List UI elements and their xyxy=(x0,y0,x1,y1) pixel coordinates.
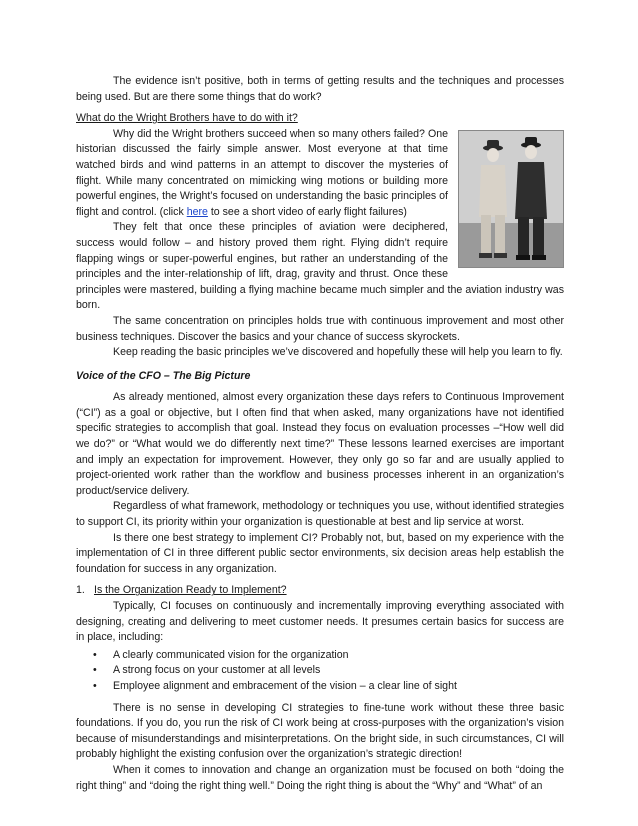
bullet-icon: • xyxy=(93,664,97,677)
bullet-text: A strong focus on your customer at all levels xyxy=(113,664,321,677)
cfo-paragraph-1: As already mentioned, almost every organization these days refers to Continuous Improvement (“CI”) as a goal or objective, but I often find that when asked, many organizations have not identified specific strategies to accomplish that goal. Instead they focus on evaluation processes –“How well did we do?” or “What would we do differently next time?” These lessons learned exercises are important and imply an expectation for improvement. However, they only go so far and are usually applied to project-oriented work rather than the workflow and business processes inherent in an organization’s product/service delivery. xyxy=(76,391,564,497)
wright-p1-text-before: Why did the Wright brothers succeed when so many others failed? One historian discussed the fairly simple answer. Most everyone at that time watched birds and wind patterns in an attempt to discover the mysteries of flight. While many concentrated on mimicking wing motions or building more powerful engines, the Wright’s focused on understanding the basic principles of flight and control. (click xyxy=(76,127,448,218)
wright-section-heading: What do the Wright Brothers have to do with it? xyxy=(76,112,298,125)
wright-paragraph-3: The same concentration on principles holds true with continuous improvement and most other business techniques. Discover the basics and your chance of success skyrockets. xyxy=(76,314,564,343)
item-1-heading: Is the Organization Ready to Implement? xyxy=(94,584,287,597)
bullet-text: A clearly communicated vision for the organization xyxy=(113,648,349,661)
item-1-paragraph-2: There is no sense in developing CI strategies to fine-tune work without these three basic foundations. If you do, you run the risk of CI work being at cross-purposes with the organization’s vision because of misunderstandings and misinterpretations. On the bright side, in such circumstances, CI will probably highlight the existing confusion over the organization’s strategic direction! xyxy=(76,701,564,761)
item-1-paragraph-1: Typically, CI focuses on continuously and incrementally improving everything associated with designing, creating and delivering to meet customer needs. It presumes certain basics for success are in place, including: xyxy=(76,600,564,644)
wright-paragraph-4: Keep reading the basic principles we’ve discovered and hopefully these will help you learn to fly. xyxy=(113,346,563,359)
cfo-paragraph-2: Regardless of what framework, methodology or techniques you use, without identified strategies to support CI, its priority within your organization is questionable at best and lip service at worst. xyxy=(76,500,564,529)
wright-brothers-photo xyxy=(458,130,564,268)
bullet-item xyxy=(93,663,564,679)
cfo-paragraph-3: Is there one best strategy to implement CI? Probably not, but, based on my experience with the implementation of CI in three different public sector environments, six decision areas help establish the foundation for success in any organization. xyxy=(76,531,564,575)
wright-paragraph-2: They felt that once these principles of aviation were deciphered, success would follow – and history proved them right. Flying didn’t require flapping wings or super-powerful engines, but rather an understanding of the principles and the inter-relationship of lift, drag, gravity and thrust. Once these principles were mastered, building a flying machine became much simpler and the aviation industry was born. xyxy=(76,221,564,312)
item-1-number: 1. xyxy=(76,584,85,597)
decision-area-item-1 xyxy=(76,583,564,794)
foundations-bullet-list xyxy=(76,648,564,695)
cfo-section-heading: Voice of the CFO – The Big Picture xyxy=(76,369,251,382)
bullet-item xyxy=(93,648,564,664)
bullet-item xyxy=(93,679,564,695)
intro-paragraph: The evidence isn’t positive, both in terms of getting results and the techniques and processes being used. But are there some things that do work? xyxy=(76,75,564,103)
wright-p1-text-after: to see a short video of early flight failures) xyxy=(207,205,407,218)
item-1-paragraph-3: When it comes to innovation and change an organization must be focused on both “doing the right thing” and “doing the right thing well.” Doing the right thing is about the “Why” and “What” of an xyxy=(76,763,564,792)
video-link[interactable]: here xyxy=(186,205,208,218)
document-page xyxy=(76,74,564,794)
bullet-text: Employee alignment and embracement of the vision – a clear line of sight xyxy=(113,679,457,692)
decision-areas-list xyxy=(76,583,564,794)
item-1-header xyxy=(76,583,564,599)
wright-brothers-photo-figures xyxy=(459,131,563,267)
bullet-icon: • xyxy=(93,648,97,661)
bullet-icon: • xyxy=(93,679,97,692)
